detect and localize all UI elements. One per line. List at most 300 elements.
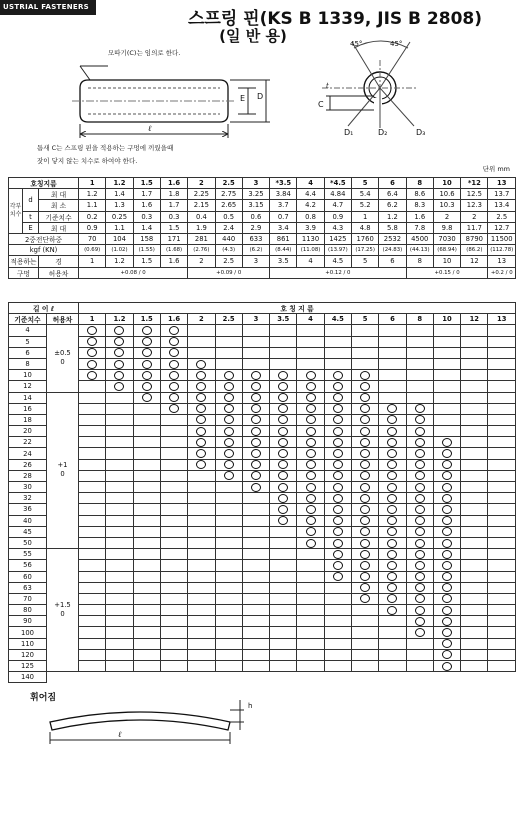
table-cell — [488, 627, 516, 638]
table-cell: 1760 — [352, 233, 379, 244]
availability-mark — [188, 437, 215, 448]
table-cell — [106, 661, 133, 672]
table-row — [9, 638, 516, 649]
table-row — [9, 582, 516, 593]
availability-mark — [406, 403, 433, 414]
table-cell — [160, 638, 187, 649]
table-cell — [433, 381, 460, 392]
desc-line: 틈새 C는 스프링 핀을 적용하는 구멍에 끼웠을때 — [37, 144, 174, 152]
availability-mark — [351, 392, 378, 403]
table-row — [9, 256, 516, 267]
table-cell — [215, 358, 242, 369]
table-cell — [488, 537, 516, 548]
table-cell: (0.69) — [79, 245, 106, 256]
table-cell: 1.6 — [160, 256, 187, 267]
table-cell — [488, 571, 516, 582]
availability-mark — [379, 526, 406, 537]
table-cell: (112.78) — [488, 245, 516, 256]
availability-mark — [324, 414, 351, 425]
availability-mark — [133, 325, 160, 336]
table-cell — [133, 616, 160, 627]
table-cell: 2.25 — [188, 189, 215, 200]
availability-mark — [133, 370, 160, 381]
availability-mark — [160, 403, 187, 414]
table-row — [9, 448, 516, 459]
table-cell — [106, 571, 133, 582]
length-value: 100 — [9, 627, 47, 638]
table-cell — [433, 426, 460, 437]
table-row — [9, 222, 516, 233]
table-cell: 0.9 — [79, 222, 106, 233]
availability-mark — [106, 358, 133, 369]
availability-mark — [215, 370, 242, 381]
param-sub-label: 최 대 — [39, 189, 79, 200]
table-cell: 1.1 — [79, 200, 106, 211]
length-value: 5 — [9, 336, 47, 347]
table-cell — [433, 325, 460, 336]
availability-mark — [324, 537, 351, 548]
table-cell — [461, 616, 488, 627]
availability-mark — [242, 392, 269, 403]
table-cell — [160, 414, 187, 425]
availability-mark — [297, 437, 324, 448]
length-value: 30 — [9, 482, 47, 493]
table-cell — [188, 549, 215, 560]
table-cell — [270, 325, 297, 336]
table-cell — [79, 482, 106, 493]
availability-mark — [270, 426, 297, 437]
table-row — [9, 267, 516, 278]
table-cell: 0.6 — [242, 211, 269, 222]
table-cell: 1.3 — [106, 200, 133, 211]
pin-end-view — [318, 40, 448, 142]
availability-mark — [379, 403, 406, 414]
table-cell — [106, 437, 133, 448]
table-cell — [160, 437, 187, 448]
availability-mark — [433, 616, 460, 627]
table-cell — [297, 616, 324, 627]
table-cell — [242, 661, 269, 672]
table-cell: 2.9 — [242, 222, 269, 233]
table-cell — [133, 414, 160, 425]
table-cell — [297, 325, 324, 336]
availability-mark — [324, 515, 351, 526]
hole-label: 적용하는 — [9, 256, 39, 267]
table-cell — [242, 627, 269, 638]
table-cell — [215, 560, 242, 571]
table-cell — [79, 571, 106, 582]
table-cell — [379, 616, 406, 627]
table-row — [9, 314, 516, 325]
table-cell — [215, 616, 242, 627]
table-cell: 5 — [352, 256, 379, 267]
pin-side-view — [60, 58, 280, 142]
nominal-dia-header: 호 칭 지 름 — [79, 303, 516, 314]
size-header: 6 — [379, 314, 406, 325]
table-cell: 0.8 — [297, 211, 324, 222]
availability-mark — [379, 560, 406, 571]
table-cell — [270, 336, 297, 347]
availability-mark — [297, 414, 324, 425]
param-sub-label: 최 소 — [39, 200, 79, 211]
table-cell — [215, 504, 242, 515]
availability-mark — [433, 515, 460, 526]
d1-label: D₁ — [344, 128, 354, 137]
table-cell — [106, 392, 133, 403]
table-cell: 104 — [106, 233, 133, 244]
availability-mark — [270, 459, 297, 470]
length-tolerance: +1.5 0 — [47, 549, 79, 672]
availability-mark — [406, 448, 433, 459]
table-cell — [79, 537, 106, 548]
table-cell — [133, 526, 160, 537]
table-cell — [133, 426, 160, 437]
table-cell — [461, 571, 488, 582]
availability-mark — [433, 537, 460, 548]
table-cell — [242, 649, 269, 660]
table-cell — [188, 605, 215, 616]
table-cell — [160, 649, 187, 660]
table-row — [9, 336, 516, 347]
availability-mark — [297, 482, 324, 493]
column-header: 호칭지름 — [9, 178, 79, 189]
availability-mark — [406, 504, 433, 515]
table-cell — [215, 549, 242, 560]
length-value: 24 — [9, 448, 47, 459]
table-row — [9, 560, 516, 571]
table-cell — [406, 638, 433, 649]
table-cell — [242, 358, 269, 369]
table-cell — [297, 549, 324, 560]
availability-mark — [297, 537, 324, 548]
table-cell — [461, 370, 488, 381]
availability-mark — [160, 358, 187, 369]
table-cell — [379, 392, 406, 403]
table-cell — [461, 504, 488, 515]
table-cell: 1.4 — [106, 189, 133, 200]
table-cell — [188, 347, 215, 358]
availability-mark — [379, 493, 406, 504]
table-row — [9, 537, 516, 548]
table-cell — [188, 325, 215, 336]
param-sub-label: 기준치수 — [39, 211, 79, 222]
availability-mark — [324, 370, 351, 381]
availability-mark — [106, 347, 133, 358]
availability-mark — [406, 426, 433, 437]
table-cell: 7030 — [433, 233, 460, 244]
availability-mark — [215, 414, 242, 425]
availability-mark — [406, 493, 433, 504]
table-row — [9, 482, 516, 493]
availability-mark — [215, 392, 242, 403]
table-cell — [215, 627, 242, 638]
table-cell: 4.7 — [324, 200, 351, 211]
table-cell — [79, 627, 106, 638]
hole-label: 구멍 — [9, 267, 39, 278]
size-header: 5 — [351, 314, 378, 325]
table-cell — [160, 605, 187, 616]
table-cell — [160, 448, 187, 459]
availability-mark — [270, 504, 297, 515]
table-cell — [242, 616, 269, 627]
hole-tolerance: +0.09 / 0 — [188, 267, 270, 278]
table-cell — [488, 347, 516, 358]
table-cell — [379, 638, 406, 649]
table-cell: 2.15 — [188, 200, 215, 211]
table-cell — [461, 403, 488, 414]
table-cell: 13.7 — [488, 189, 516, 200]
availability-mark — [324, 482, 351, 493]
availability-mark — [242, 414, 269, 425]
size-header: 8 — [406, 178, 433, 189]
table-row — [9, 526, 516, 537]
availability-mark — [379, 448, 406, 459]
table-cell — [433, 358, 460, 369]
availability-mark — [406, 549, 433, 560]
availability-mark — [351, 515, 378, 526]
length-value: 14 — [9, 392, 47, 403]
table-cell — [488, 549, 516, 560]
availability-mark — [324, 426, 351, 437]
availability-mark — [406, 515, 433, 526]
availability-mark — [160, 336, 187, 347]
table-cell — [297, 336, 324, 347]
table-cell — [133, 459, 160, 470]
availability-mark — [242, 381, 269, 392]
table-row — [9, 661, 516, 672]
availability-mark — [406, 537, 433, 548]
availability-mark — [160, 370, 187, 381]
table-cell — [461, 381, 488, 392]
availability-mark — [188, 448, 215, 459]
table-cell — [488, 448, 516, 459]
table-cell — [188, 515, 215, 526]
hole-sub-label: 경 — [39, 256, 79, 267]
availability-mark — [379, 426, 406, 437]
table-row — [9, 325, 516, 336]
availability-mark — [160, 325, 187, 336]
table-cell: 5.8 — [379, 222, 406, 233]
table-cell — [160, 582, 187, 593]
table-cell — [461, 482, 488, 493]
table-cell — [106, 470, 133, 481]
table-cell: 70 — [79, 233, 106, 244]
table-cell — [461, 526, 488, 537]
table-cell — [133, 504, 160, 515]
table-cell — [106, 515, 133, 526]
table-cell — [215, 526, 242, 537]
availability-mark — [433, 661, 460, 672]
availability-mark — [433, 627, 460, 638]
table-cell — [188, 571, 215, 582]
length-value: 10 — [9, 370, 47, 381]
availability-mark — [79, 358, 106, 369]
length-value: 90 — [9, 616, 47, 627]
table-cell — [106, 482, 133, 493]
length-value: 4 — [9, 325, 47, 336]
length-value: 20 — [9, 426, 47, 437]
availability-mark — [379, 437, 406, 448]
table-cell — [461, 649, 488, 660]
table-cell — [160, 537, 187, 548]
table-cell — [106, 593, 133, 604]
table-cell — [270, 358, 297, 369]
size-header: *12 — [461, 178, 488, 189]
table-cell — [270, 661, 297, 672]
table-cell — [242, 593, 269, 604]
table-cell — [351, 325, 378, 336]
table-cell — [79, 661, 106, 672]
table-cell — [160, 493, 187, 504]
table-row — [9, 303, 516, 314]
table-cell — [461, 560, 488, 571]
table-cell — [297, 358, 324, 369]
size-header: 2 — [188, 314, 215, 325]
availability-mark — [351, 437, 378, 448]
table-row — [9, 593, 516, 604]
size-header: 4 — [297, 178, 324, 189]
table-cell — [270, 571, 297, 582]
table-cell — [270, 537, 297, 548]
table-row — [9, 200, 516, 211]
table-cell — [270, 549, 297, 560]
category-tag: USTRIAL FASTENERS — [0, 0, 96, 15]
table-cell — [488, 515, 516, 526]
availability-mark — [133, 336, 160, 347]
availability-mark — [188, 370, 215, 381]
table-cell: 13.4 — [488, 200, 516, 211]
availability-mark — [433, 638, 460, 649]
table-cell: 3.9 — [297, 222, 324, 233]
table-cell — [351, 616, 378, 627]
availability-mark — [297, 426, 324, 437]
table-cell — [488, 661, 516, 672]
table-cell — [133, 482, 160, 493]
availability-mark — [188, 392, 215, 403]
table-cell — [133, 560, 160, 571]
availability-mark — [106, 381, 133, 392]
availability-mark — [270, 392, 297, 403]
table-cell — [79, 593, 106, 604]
table-cell — [488, 582, 516, 593]
table-row — [9, 189, 516, 200]
table-cell — [188, 649, 215, 660]
table-cell: 633 — [242, 233, 269, 244]
availability-mark — [297, 515, 324, 526]
t-label: t — [326, 82, 329, 90]
table-cell — [351, 649, 378, 660]
availability-mark — [351, 448, 378, 459]
table-cell — [461, 470, 488, 481]
table-cell: 2 — [433, 211, 460, 222]
availability-mark — [406, 593, 433, 604]
size-header: 8 — [406, 314, 433, 325]
table-cell: 11500 — [488, 233, 516, 244]
table-cell — [488, 482, 516, 493]
table-cell: 3.5 — [270, 256, 297, 267]
table-cell: 3.15 — [242, 200, 269, 211]
table-cell — [133, 661, 160, 672]
table-cell — [215, 638, 242, 649]
table-cell — [242, 347, 269, 358]
availability-mark — [270, 414, 297, 425]
table-cell: 440 — [215, 233, 242, 244]
table-cell — [324, 347, 351, 358]
length-value: 32 — [9, 493, 47, 504]
table-cell — [106, 549, 133, 560]
size-header: 1.5 — [133, 314, 160, 325]
table-cell — [379, 358, 406, 369]
table-cell — [79, 582, 106, 593]
bend-title: 휘어짐 — [30, 693, 57, 703]
availability-mark — [351, 403, 378, 414]
table-cell — [188, 470, 215, 481]
availability-mark — [351, 414, 378, 425]
availability-mark — [297, 370, 324, 381]
table-row — [9, 616, 516, 627]
table-cell — [488, 638, 516, 649]
table-cell — [461, 493, 488, 504]
table-cell — [461, 627, 488, 638]
table-cell — [133, 605, 160, 616]
availability-mark — [379, 549, 406, 560]
table-cell — [324, 605, 351, 616]
table-cell: 2.75 — [215, 189, 242, 200]
table-cell — [160, 661, 187, 672]
table-cell: 3.84 — [270, 189, 297, 200]
table-cell — [106, 459, 133, 470]
table-cell — [270, 627, 297, 638]
table-cell — [160, 504, 187, 515]
length-value: 70 — [9, 593, 47, 604]
table-cell — [324, 358, 351, 369]
table-cell — [242, 325, 269, 336]
table-cell — [488, 649, 516, 660]
availability-mark — [379, 537, 406, 548]
table-cell: 1 — [352, 211, 379, 222]
length-value: 120 — [9, 649, 47, 660]
table-cell: 4.3 — [324, 222, 351, 233]
table-cell — [215, 482, 242, 493]
table-cell — [488, 616, 516, 627]
table-cell — [188, 582, 215, 593]
table-cell: 7.8 — [406, 222, 433, 233]
table-cell — [488, 336, 516, 347]
availability-mark — [379, 605, 406, 616]
availability-mark — [324, 571, 351, 582]
table-cell — [133, 493, 160, 504]
table-cell: 6.2 — [379, 200, 406, 211]
length-value: 110 — [9, 638, 47, 649]
table-cell — [406, 392, 433, 403]
hole-tolerance: +0.08 / 0 — [79, 267, 188, 278]
availability-mark — [379, 470, 406, 481]
table-row — [9, 605, 516, 616]
size-header: 3 — [242, 314, 269, 325]
table-cell — [297, 593, 324, 604]
table-cell — [133, 470, 160, 481]
table-cell: 1.2 — [79, 189, 106, 200]
availability-mark — [188, 414, 215, 425]
length-value: 40 — [9, 515, 47, 526]
e-label: E — [240, 94, 246, 103]
availability-mark — [324, 459, 351, 470]
availability-mark — [215, 426, 242, 437]
availability-mark — [433, 493, 460, 504]
availability-mark — [433, 470, 460, 481]
table-cell: 2 — [461, 211, 488, 222]
size-header: 1 — [79, 314, 106, 325]
